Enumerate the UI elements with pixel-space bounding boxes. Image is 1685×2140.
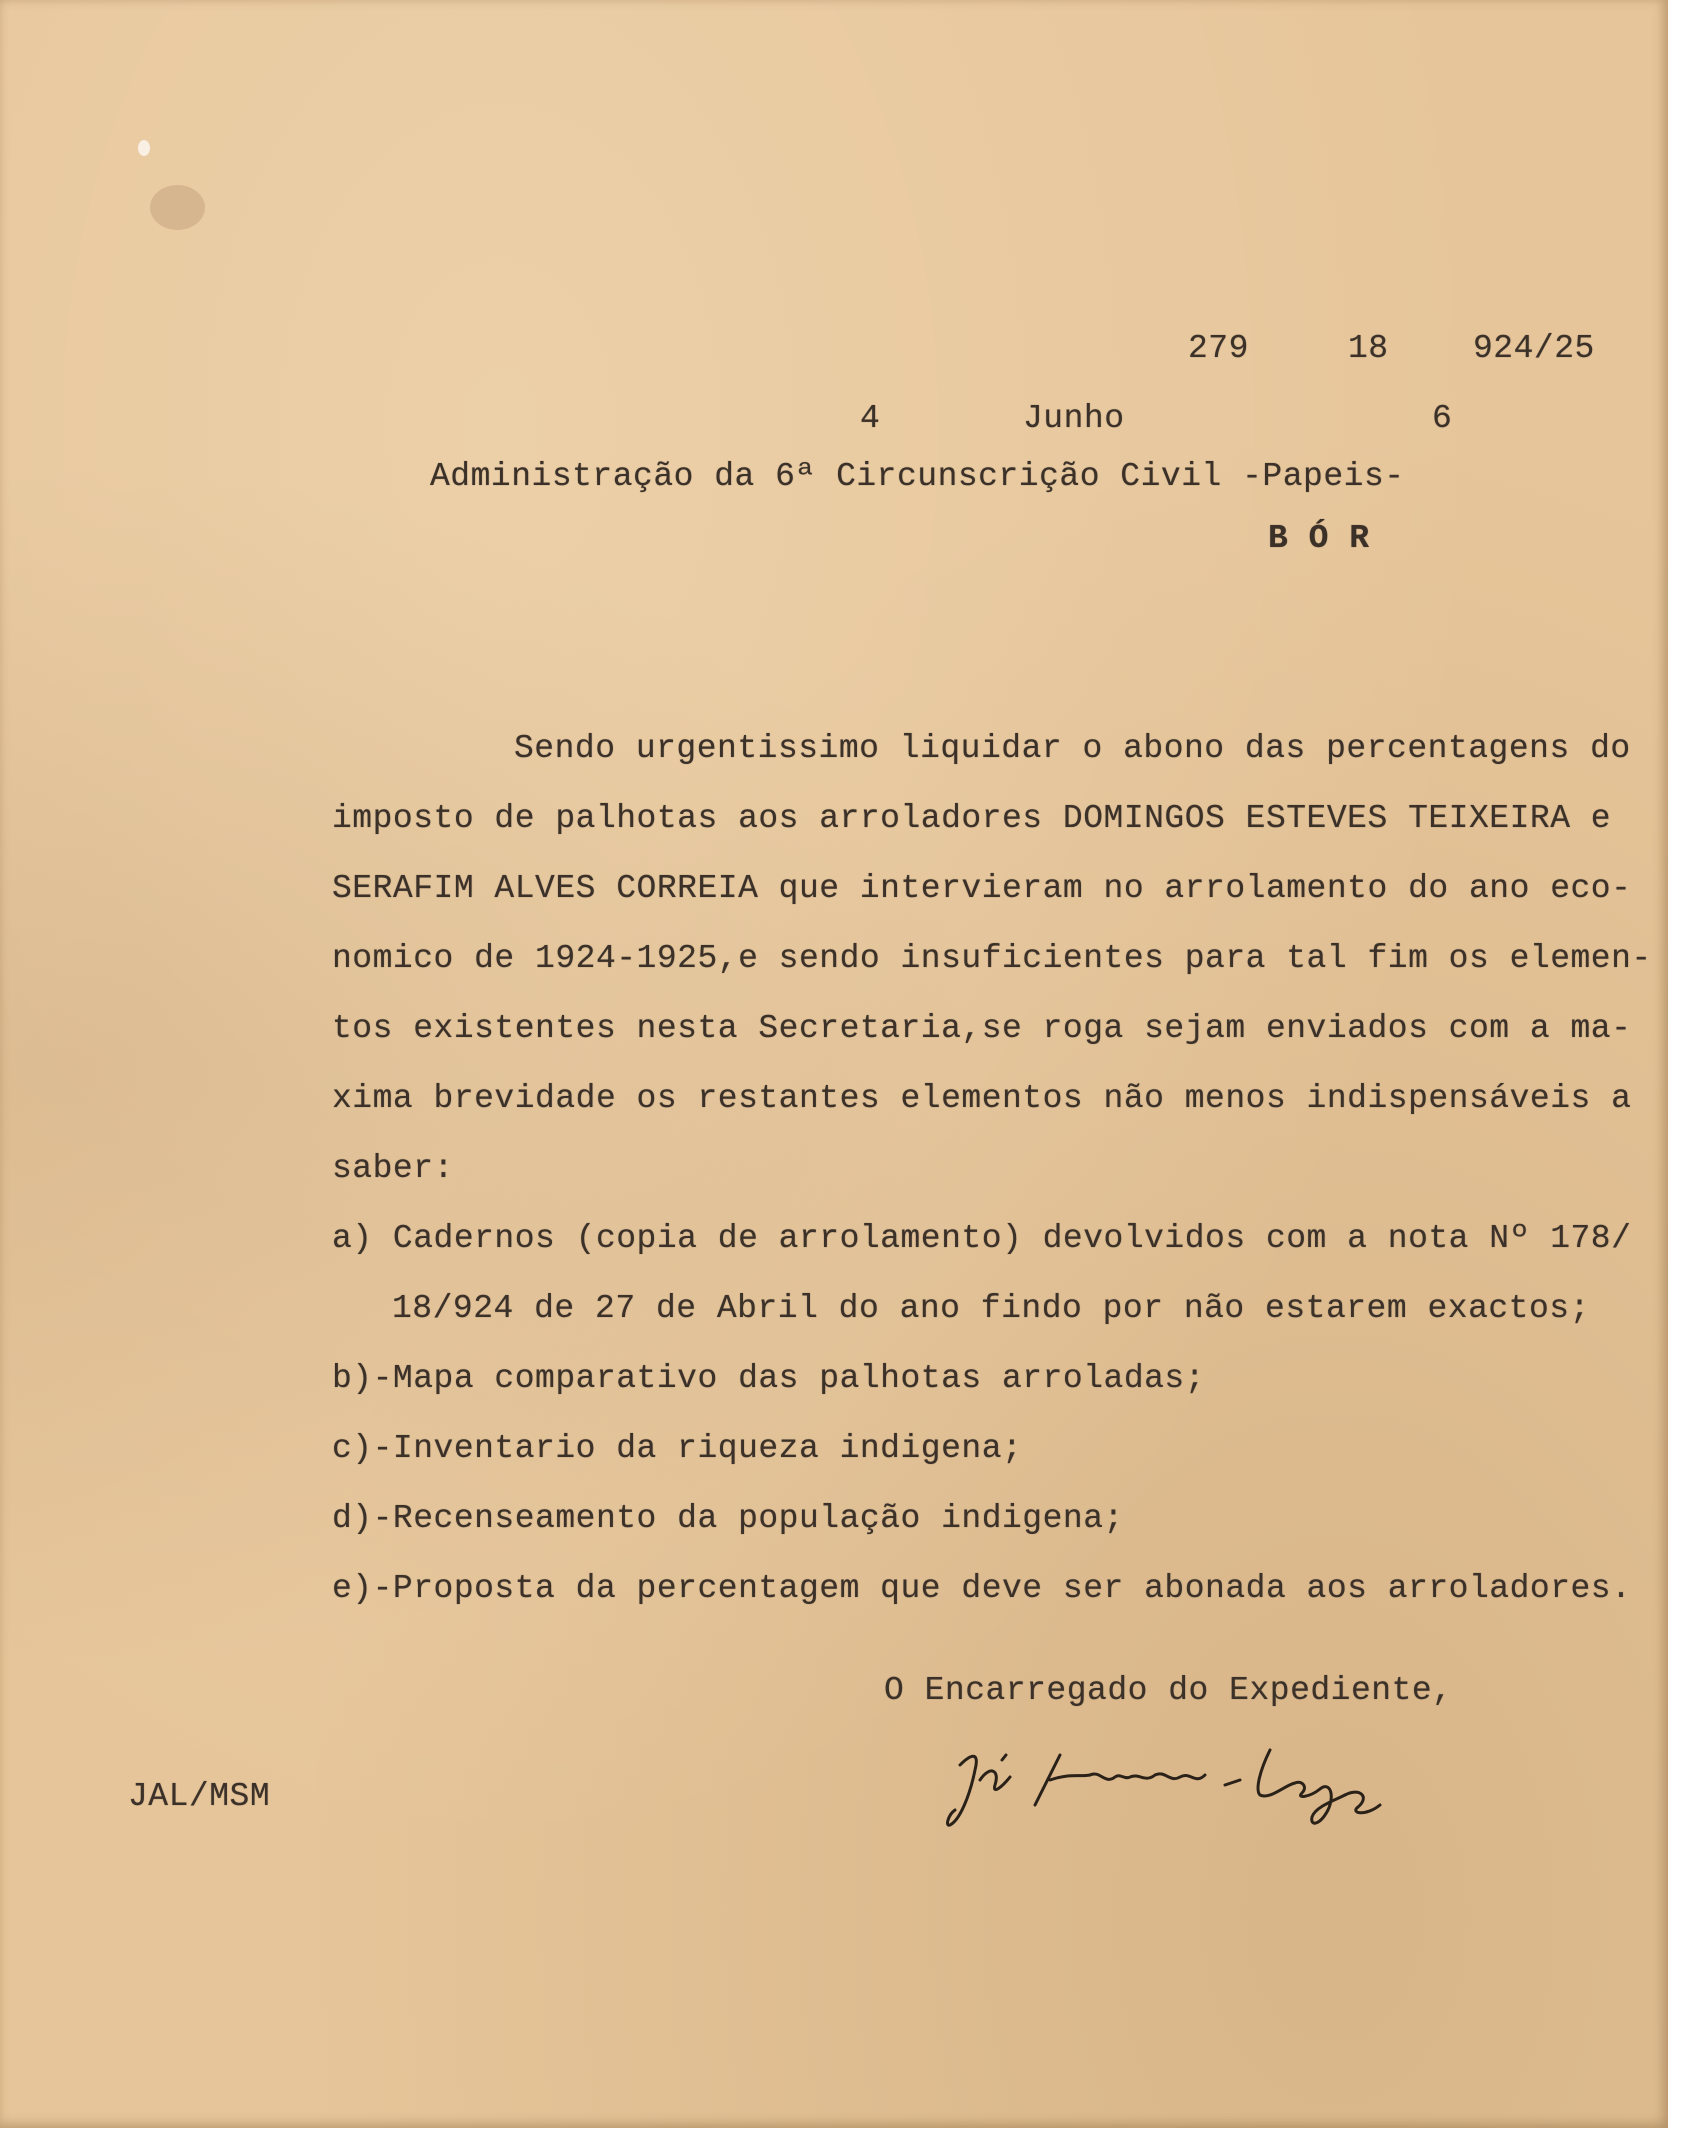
handwritten-signature [940,1725,1400,1835]
recipient: B Ó R [1268,520,1370,557]
list-item-c: c)-Inventario da riqueza indigena; [332,1430,1023,1467]
stain-mark [138,140,150,156]
body-line: SERAFIM ALVES CORREIA que intervieram no arrolamento do ano eco- [332,870,1632,907]
list-item-e: e)-Proposta da percentagem que deve ser abonada aos arroladores. [332,1570,1632,1607]
stain-mark [150,185,205,230]
list-item-b: b)-Mapa comparativo das palhotas arroladas; [332,1360,1206,1397]
body-line: Sendo urgentissimo liquidar o abono das percentagens do [514,730,1631,767]
reference-number: 279 [1188,330,1249,367]
body-line: nomico de 1924-1925,e sendo insuficientes para tal fim os elemen- [332,940,1652,977]
list-item-a-continued: 18/924 de 27 de Abril do ano findo por não estarem exactos; [392,1290,1590,1327]
typist-initials: JAL/MSM [128,1778,271,1815]
reference-section: 18 [1348,330,1389,367]
scan-border-right [1668,0,1685,2140]
scan-border-bottom [0,2128,1685,2140]
body-line: imposto de palhotas aos arroladores DOMINGOS ESTEVES TEIXEIRA e [332,800,1612,837]
body-line: xima brevidade os restantes elementos não menos indispensáveis a [332,1080,1632,1117]
sender-line: Administração da 6ª Circunscrição Civil -Papeis- [430,458,1405,495]
date-day: 4 [860,400,881,437]
body-line: tos existentes nesta Secretaria,se roga sejam enviados com a ma- [332,1010,1632,1047]
list-item-d: d)-Recenseamento da população indigena; [332,1500,1124,1537]
body-line: saber: [332,1150,454,1187]
list-item-a: a) Cadernos (copia de arrolamento) devolvidos com a nota Nº 178/ [332,1220,1632,1257]
closing-title: O Encarregado do Expediente, [884,1672,1453,1709]
reference-year: 924/25 [1473,330,1595,367]
date-year: 6 [1432,400,1453,437]
date-month: Junho [1023,400,1125,437]
